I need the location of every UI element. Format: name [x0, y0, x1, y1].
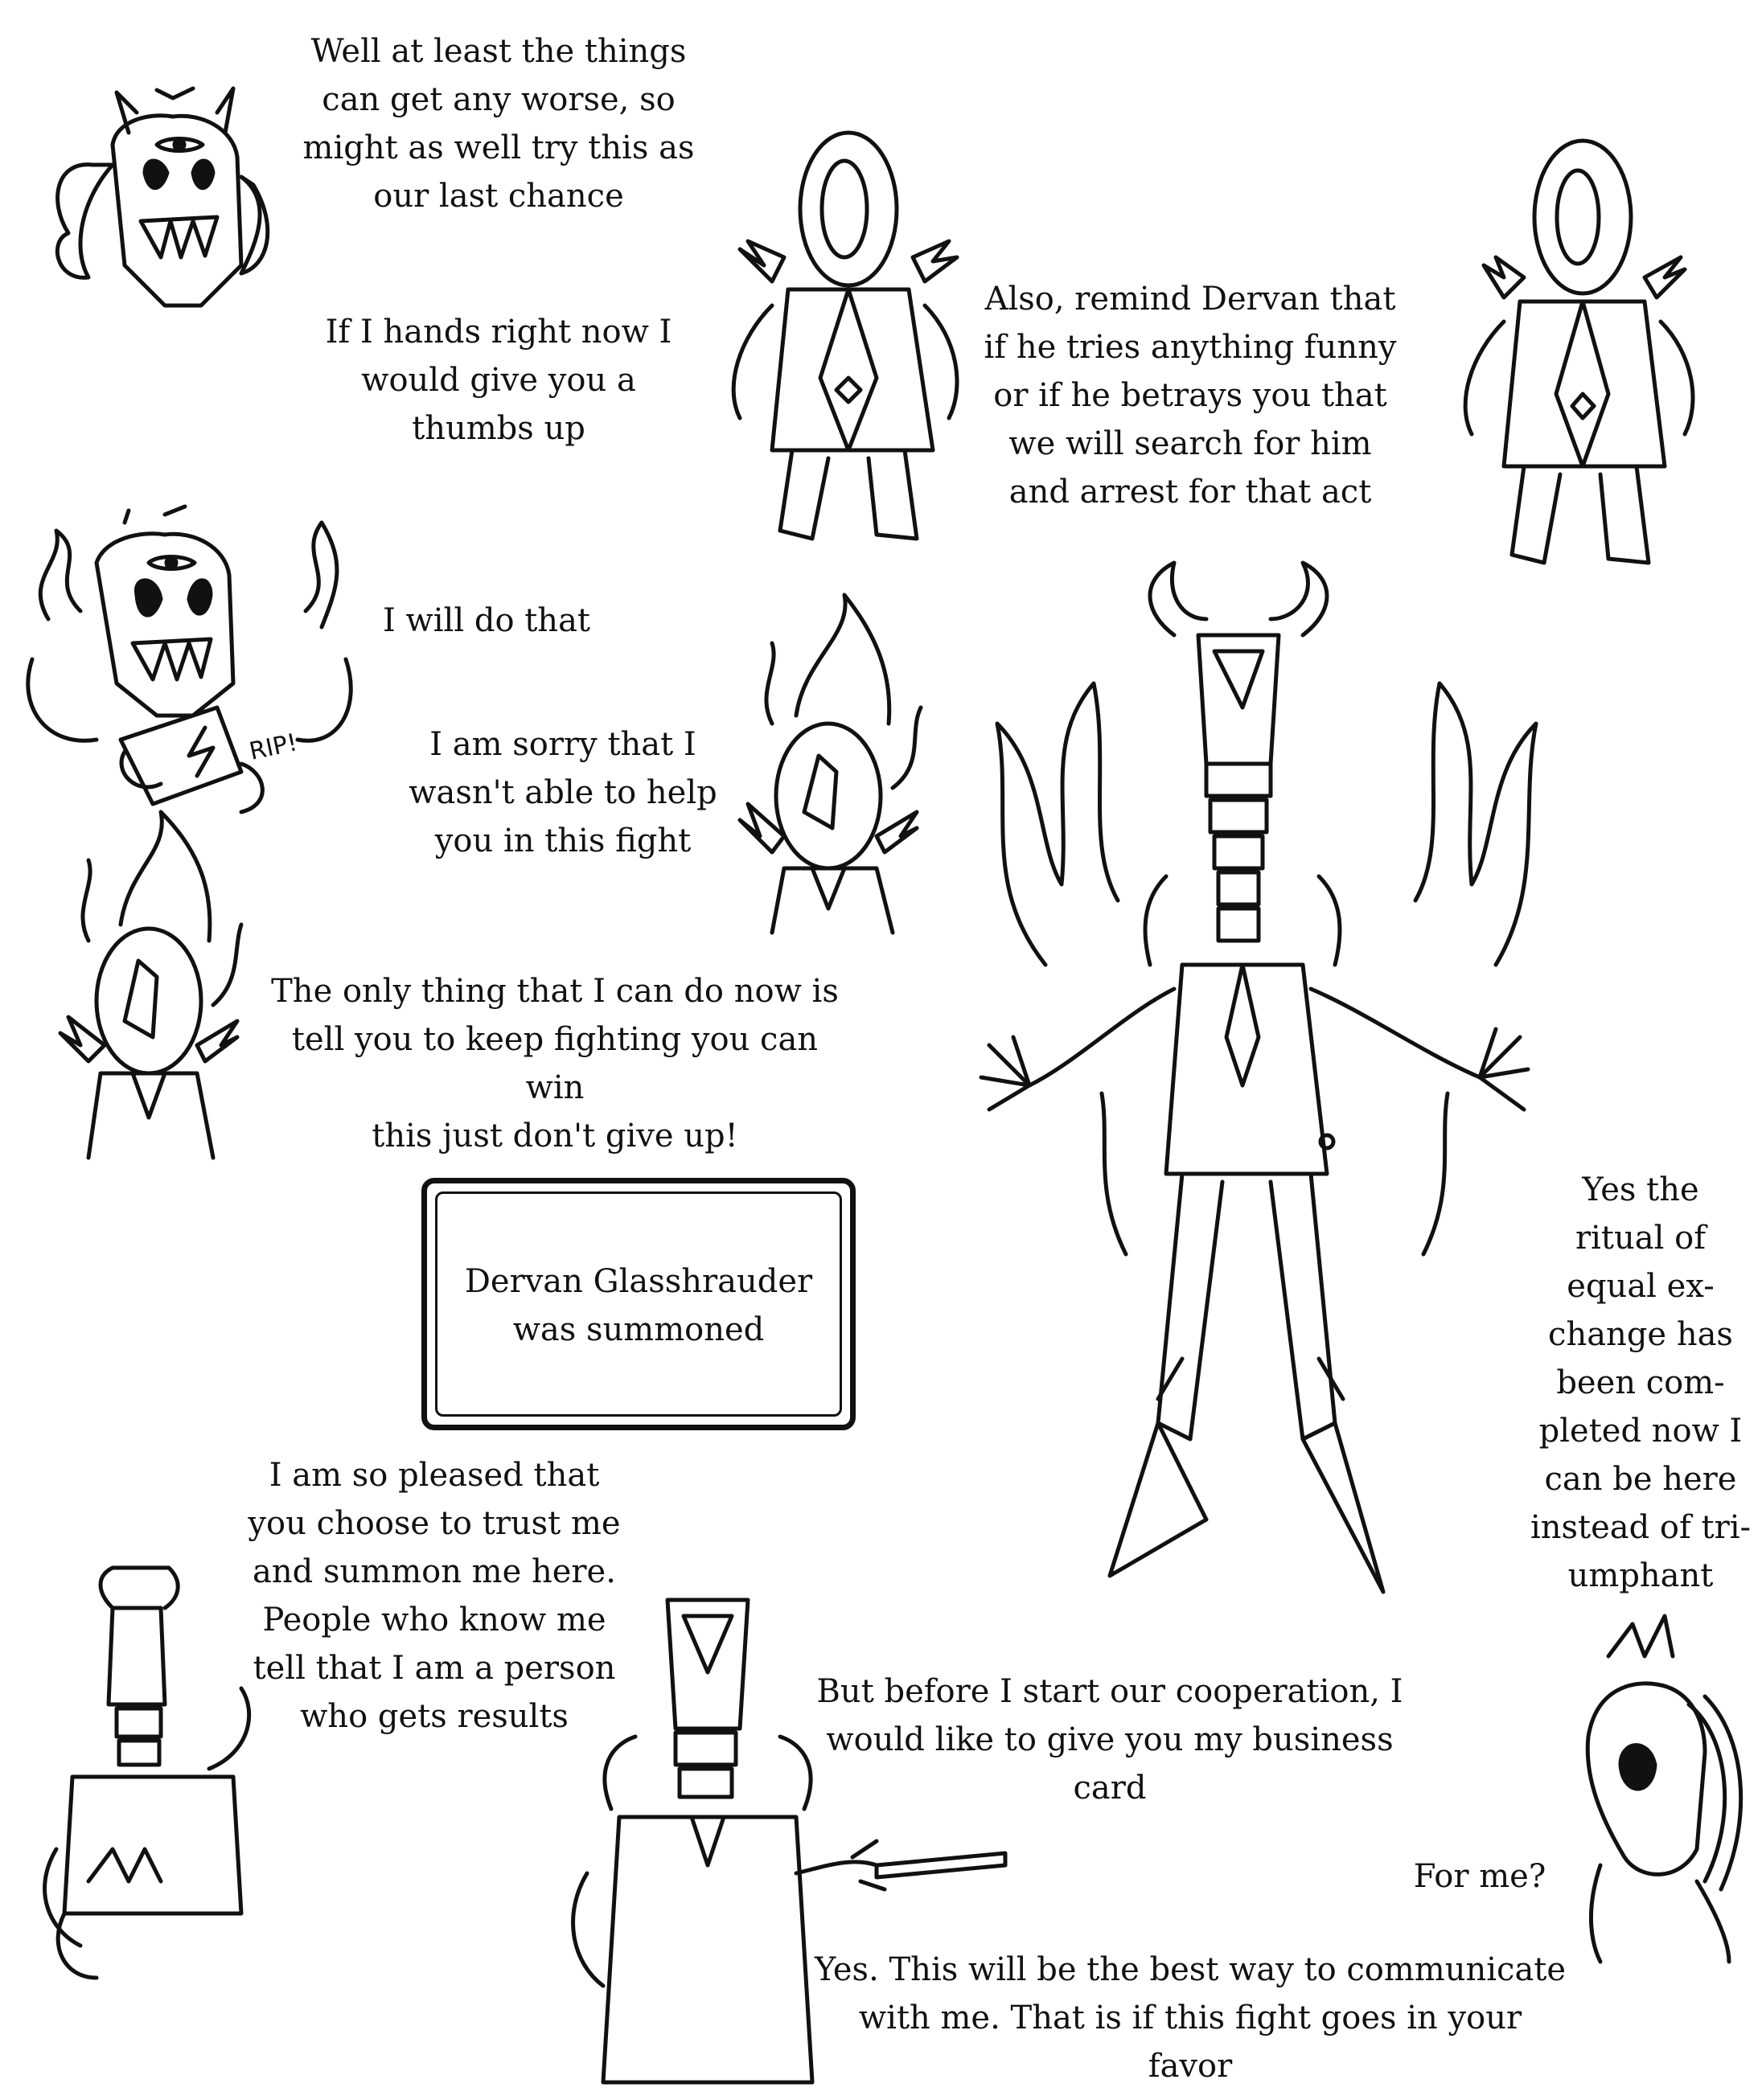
suited-character-oval-head-1: [733, 133, 957, 539]
dialogue-line-6: The only thing that I can do now is tell you to keep fighting you can win this just don't give up!: [271, 973, 839, 1155]
masked-character-surprised: [1587, 1616, 1740, 1962]
dialogue-line-8: I am so pleased that you choose to trust me and summon me here. People who know me tell that I am a person who gets results: [248, 1457, 621, 1735]
summon-notification-box: [421, 1178, 856, 1430]
dialogue-line-11: Yes. This will be the best way to communicate with me. That is if this fight goes in your favor: [814, 1951, 1567, 2085]
suited-character-oval-head-2: [1465, 141, 1693, 563]
dervan-upside-down: [45, 1568, 249, 1978]
masked-character-ripping-paper: [28, 507, 351, 812]
dialogue-line-4: I will do that: [382, 602, 590, 639]
summon-notification-text: Dervan Glasshrauder was summoned: [464, 1263, 813, 1348]
sfx-rip: RIP!: [247, 728, 300, 766]
dialogue-line-3: Also, remind Dervan that if he tries anything funny or if he betrays you that we will search for him and arrest for that act: [984, 281, 1397, 511]
dialogue-line-9: But before I start our cooperation, I would like to give you my business card: [816, 1673, 1403, 1807]
flaming-oval-head-character-left: [60, 812, 241, 1158]
flaming-oval-head-character: [740, 595, 921, 933]
masked-character-smiling: [57, 88, 267, 306]
dialogue-line-2: If I hands right now I would give you a thumbs up: [325, 314, 672, 447]
dervan-large-flaming-figure: [981, 563, 1536, 1592]
dialogue-line-7: Yes the ritual of equal ex- change has been com- pleted now I can be here instead of tri- umphant: [1530, 1171, 1752, 1594]
dialogue-line-1: Well at least the things can get any worse, so might as well try this as our last chance: [302, 33, 695, 215]
dialogue-line-5: I am sorry that I wasn't able to help you in this fight: [409, 726, 717, 859]
dialogue-line-10: For me?: [1413, 1858, 1546, 1895]
